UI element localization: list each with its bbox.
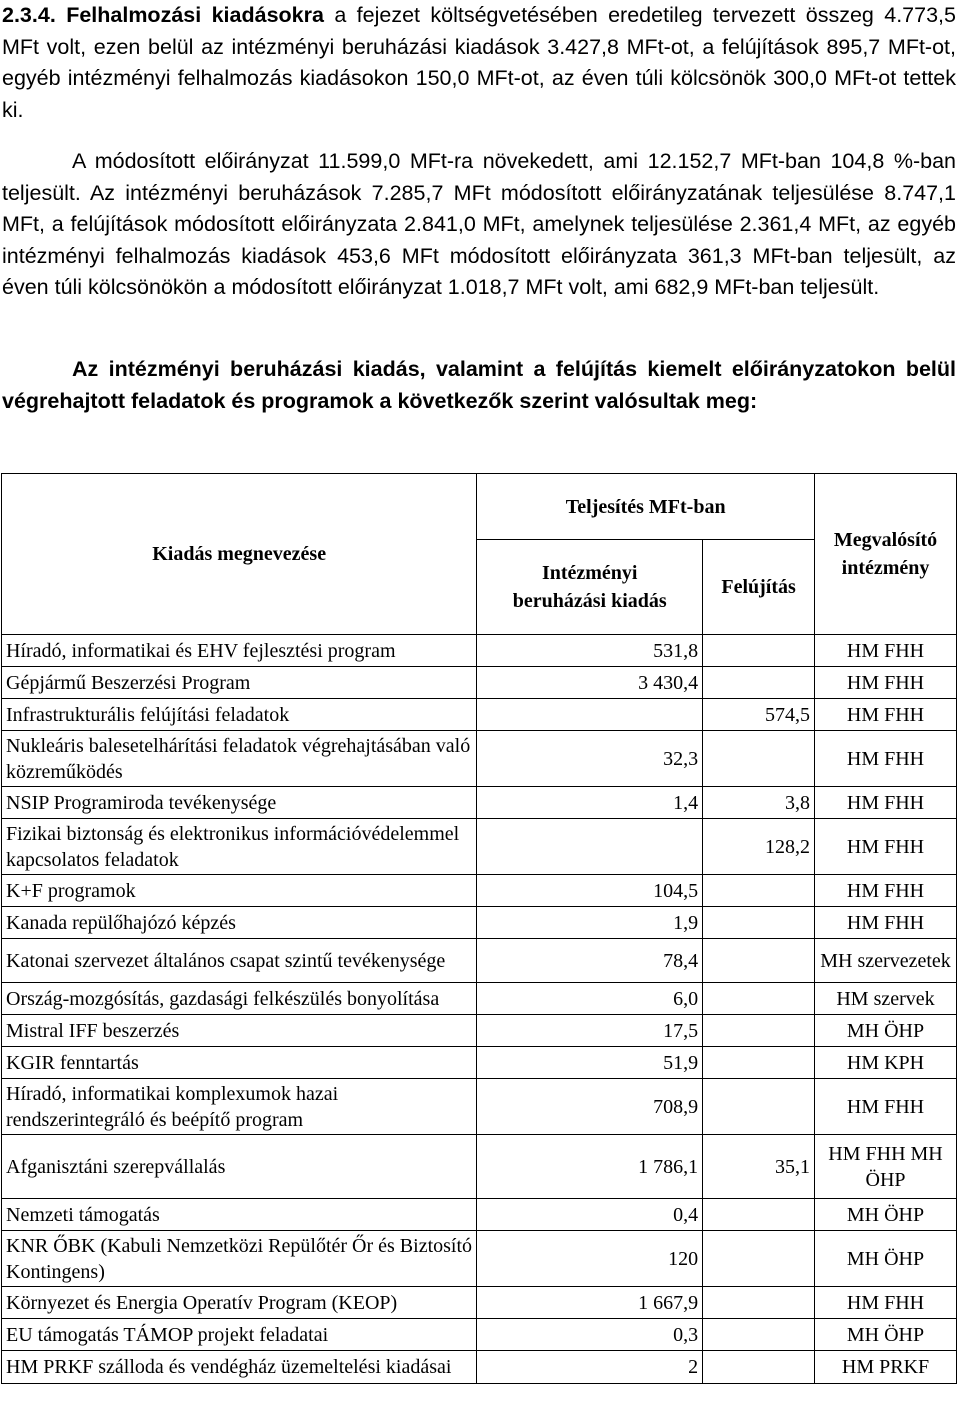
header-performance-group: Teljesítés MFt-ban xyxy=(477,474,815,540)
renovation-cell xyxy=(703,983,815,1015)
table-row xyxy=(2,1199,957,1231)
investment-cell: 0,3 xyxy=(477,1319,703,1351)
institution-cell: HM FHH xyxy=(815,731,957,787)
institution-cell: HM FHH xyxy=(815,907,957,939)
institution-cell: MH ÖHP xyxy=(815,1199,957,1231)
section-number: 2.3.4. xyxy=(2,3,56,27)
investment-cell: 1,9 xyxy=(477,907,703,939)
renovation-cell xyxy=(703,1351,815,1384)
table-row xyxy=(2,875,957,907)
investment-cell: 1,4 xyxy=(477,787,703,819)
expense-name-cell: Fizikai biztonság és elektronikus információvédelemmel kapcsolatos feladatok xyxy=(2,819,477,875)
expense-name-cell: Katonai szervezet általános csapat szintű tevékenysége xyxy=(2,939,477,983)
renovation-cell xyxy=(703,667,815,699)
renovation-cell xyxy=(703,907,815,939)
table-row xyxy=(2,1351,957,1384)
expense-name-cell: Híradó, informatikai komplexumok hazai rendszerintegráló és beépítő program xyxy=(2,1079,477,1135)
expense-name-cell: KGIR fenntartás xyxy=(2,1047,477,1079)
table-row xyxy=(2,787,957,819)
intro-paragraph xyxy=(2,0,956,126)
expense-name-cell: Mistral IFF beszerzés xyxy=(2,1015,477,1047)
section-heading: Felhalmozási kiadásokra xyxy=(66,3,324,27)
institution-cell: HM PRKF xyxy=(815,1351,957,1384)
paragraph-text: A módosított előirányzat 11.599,0 MFt-ra növekedett, ami 12.152,7 MFt-ban 104,8 %-ban teljesült. Az intézményi beruházások 7.285,7 MFt módosított előirányzatának teljesülése 8.747,1 MFt, a felújítások módosított előirányzata 2.841,0 MFt, amelynek teljesülése 2.361,4 MFt, az egyéb intézményi felhalmozás kiadások 453,6 MFt módosított előirányzata 361,3 MFt-ban teljesült, az éven túli kölcsönökön a módosított előirányzat 1.018,7 MFt volt, ami 682,9 MFt-ban teljesült. xyxy=(2,149,956,299)
header-renovation: Felújítás xyxy=(703,540,815,635)
intro-text: a fejezet költségvetésében eredetileg tervezett összeg 4.773,5 MFt volt, ezen belül az intézményi beruházási kiadások 3.427,8 MFt-ot, a felújítások 895,7 MFt-ot, egyéb intézményi felhalmozás kiadásokon 150,0 MFt-ot, az éven túli kölcsönök 300,0 MFt-ot tettek ki. xyxy=(2,3,956,122)
expense-name-cell: Infrastrukturális felújítási feladatok xyxy=(2,699,477,731)
table-row xyxy=(2,1319,957,1351)
renovation-cell xyxy=(703,1015,815,1047)
investment-cell: 531,8 xyxy=(477,635,703,667)
expense-name-cell: Híradó, informatikai és EHV fejlesztési program xyxy=(2,635,477,667)
investment-cell: 104,5 xyxy=(477,875,703,907)
investment-cell: 32,3 xyxy=(477,731,703,787)
paragraph-text: Az intézményi beruházási kiadás, valamint a felújítás kiemelt előirányzatokon belül végrehajtott feladatok és programok a következők szerint valósultak meg: xyxy=(2,357,956,413)
renovation-cell xyxy=(703,1199,815,1231)
renovation-cell xyxy=(703,1319,815,1351)
table-row xyxy=(2,983,957,1015)
renovation-cell xyxy=(703,731,815,787)
expense-name-cell: Nukleáris balesetelhárítási feladatok végrehajtásában való közreműködés xyxy=(2,731,477,787)
institution-cell: HM FHH xyxy=(815,635,957,667)
table-row xyxy=(2,1047,957,1079)
expense-name-cell: KNR ŐBK (Kabuli Nemzetközi Repülőtér Őr és Biztosító Kontingens) xyxy=(2,1231,477,1287)
renovation-cell: 128,2 xyxy=(703,819,815,875)
institution-cell: MH ÖHP xyxy=(815,1231,957,1287)
expense-name-cell: Ország-mozgósítás, gazdasági felkészülés bonyolítása xyxy=(2,983,477,1015)
investment-cell: 17,5 xyxy=(477,1015,703,1047)
header-investment: Intézményi beruházási kiadás xyxy=(477,540,703,635)
institution-cell: MH ÖHP xyxy=(815,1015,957,1047)
table-row xyxy=(2,939,957,983)
table-row xyxy=(2,635,957,667)
investment-cell: 3 430,4 xyxy=(477,667,703,699)
expense-name-cell: EU támogatás TÁMOP projekt feladatai xyxy=(2,1319,477,1351)
institution-cell: HM FHH xyxy=(815,1079,957,1135)
table-row xyxy=(2,1287,957,1319)
institution-cell: HM FHH xyxy=(815,787,957,819)
renovation-cell xyxy=(703,1287,815,1319)
header-implementing-institution: Megvalósító intézmény xyxy=(815,474,957,635)
investment-cell: 0,4 xyxy=(477,1199,703,1231)
investment-cell: 1 667,9 xyxy=(477,1287,703,1319)
header-expense-name: Kiadás megnevezése xyxy=(2,474,477,635)
table-row xyxy=(2,699,957,731)
expense-name-cell: Környezet és Energia Operatív Program (KEOP) xyxy=(2,1287,477,1319)
investment-cell xyxy=(477,819,703,875)
expense-name-cell: Kanada repülőhajózó képzés xyxy=(2,907,477,939)
institution-cell: HM FHH xyxy=(815,667,957,699)
bold-intro-paragraph xyxy=(2,354,956,417)
renovation-cell: 3,8 xyxy=(703,787,815,819)
institution-cell: MH ÖHP xyxy=(815,1319,957,1351)
table-row xyxy=(2,731,957,787)
institution-cell: MH szervezetek xyxy=(815,939,957,983)
institution-cell: HM FHH xyxy=(815,875,957,907)
expenditure-table xyxy=(1,473,957,1384)
expense-name-cell: K+F programok xyxy=(2,875,477,907)
table-row xyxy=(2,1015,957,1047)
table-row xyxy=(2,819,957,875)
table-body xyxy=(2,635,957,1384)
renovation-cell: 574,5 xyxy=(703,699,815,731)
expense-name-cell: NSIP Programiroda tevékenysége xyxy=(2,787,477,819)
institution-cell: HM FHH xyxy=(815,699,957,731)
investment-cell: 2 xyxy=(477,1351,703,1384)
renovation-cell: 35,1 xyxy=(703,1135,815,1199)
investment-cell: 78,4 xyxy=(477,939,703,983)
investment-cell: 1 786,1 xyxy=(477,1135,703,1199)
renovation-cell xyxy=(703,939,815,983)
institution-cell: HM KPH xyxy=(815,1047,957,1079)
expense-name-cell: Gépjármű Beszerzési Program xyxy=(2,667,477,699)
institution-cell: HM szervek xyxy=(815,983,957,1015)
institution-cell: HM FHH xyxy=(815,819,957,875)
renovation-cell xyxy=(703,1047,815,1079)
renovation-cell xyxy=(703,875,815,907)
renovation-cell xyxy=(703,1079,815,1135)
table-row xyxy=(2,1079,957,1135)
investment-cell: 708,9 xyxy=(477,1079,703,1135)
renovation-cell xyxy=(703,635,815,667)
investment-cell: 51,9 xyxy=(477,1047,703,1079)
institution-cell: HM FHH xyxy=(815,1287,957,1319)
table-row xyxy=(2,667,957,699)
investment-cell: 6,0 xyxy=(477,983,703,1015)
expense-name-cell: Afganisztáni szerepvállalás xyxy=(2,1135,477,1199)
expense-name-cell: Nemzeti támogatás xyxy=(2,1199,477,1231)
investment-cell: 120 xyxy=(477,1231,703,1287)
renovation-cell xyxy=(703,1231,815,1287)
institution-cell: HM FHH MH ÖHP xyxy=(815,1135,957,1199)
table-row xyxy=(2,907,957,939)
investment-cell xyxy=(477,699,703,731)
expense-name-cell: HM PRKF szálloda és vendégház üzemeltelési kiadásai xyxy=(2,1351,477,1384)
table-row xyxy=(2,1231,957,1287)
modified-appropriation-paragraph xyxy=(2,146,956,304)
table-row xyxy=(2,1135,957,1199)
